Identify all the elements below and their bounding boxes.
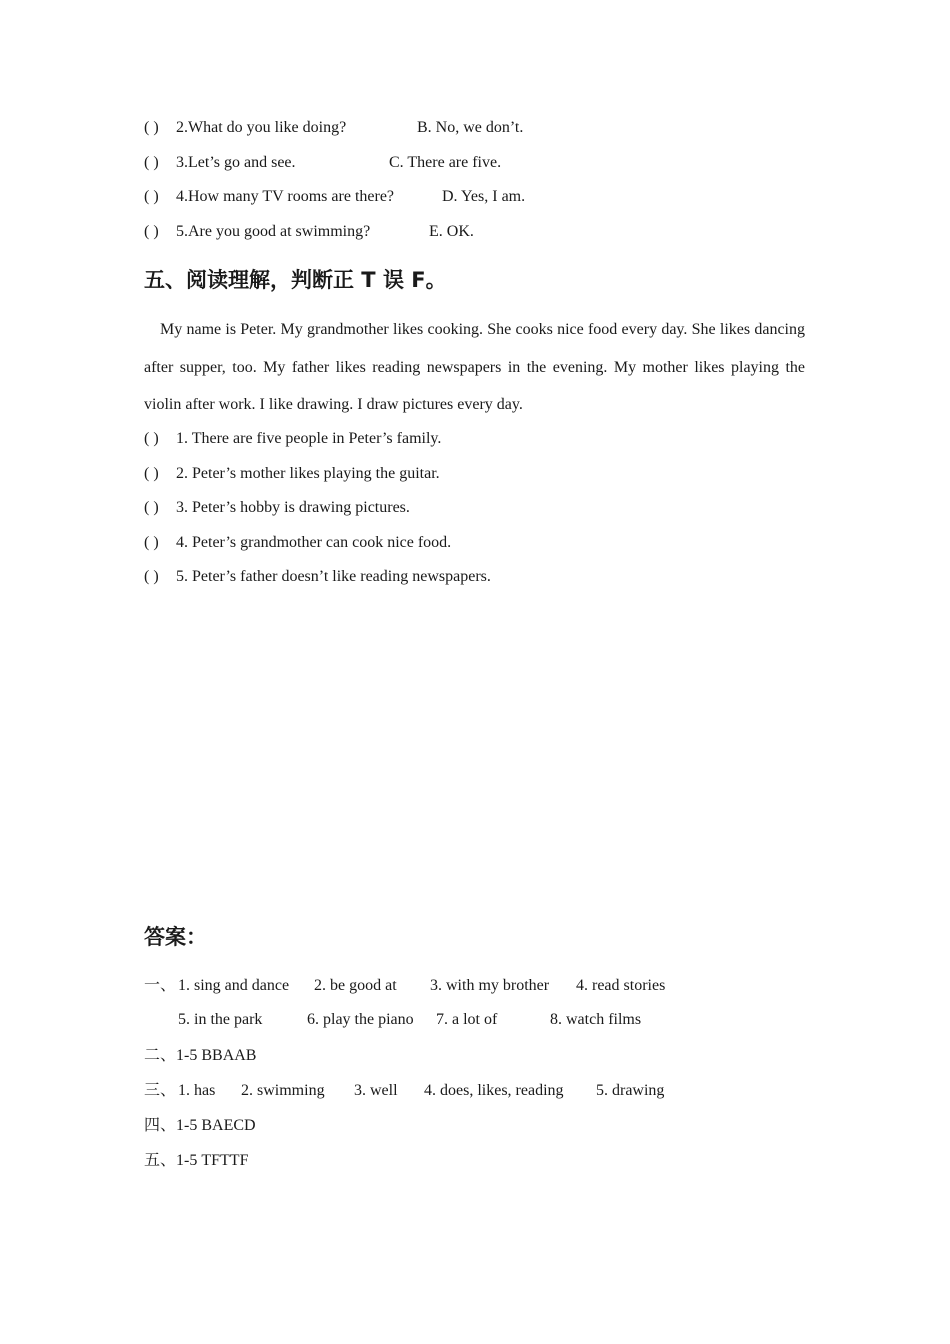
true-false-item [144, 464, 440, 484]
answer-blank[interactable]: ( ) [144, 534, 159, 551]
answer-item: 4. read stories [576, 977, 666, 994]
reading-passage: My name is Peter. My grandmother likes cooking. She cooks nice food every day. She likes dancing after supper, too. My father likes reading newspapers in the evening. My mother likes playing the violin after work. I like drawing. I draw pictures every day. [144, 321, 805, 413]
answer-prefix: 三、 [144, 1082, 177, 1099]
statement-text: 5. Peter’s father doesn’t like reading newspapers. [176, 568, 491, 585]
answer-item: 1. has [178, 1082, 216, 1099]
answer-line [144, 1046, 256, 1066]
question-text: 2.What do you like doing? [176, 119, 347, 136]
answer-blank[interactable]: ( ) [144, 465, 159, 482]
statement-text: 1. There are five people in Peter’s family. [176, 430, 442, 447]
answer-prefix: 五、 [144, 1152, 177, 1169]
answer-line [144, 1151, 248, 1171]
matching-row [144, 222, 370, 242]
answer-item: 6. play the piano [307, 1011, 414, 1028]
question-text: 3.Let’s go and see. [176, 154, 296, 171]
answer-item: 2. swimming [241, 1082, 325, 1099]
statement-text: 2. Peter’s mother likes playing the guitar. [176, 465, 440, 482]
answer-item: 5. drawing [596, 1082, 665, 1099]
answer-prefix: 二、 [144, 1047, 177, 1064]
answer-line [144, 1116, 256, 1136]
answer-prefix: 一、 [144, 977, 177, 994]
answer-text: 1-5 BBAAB [176, 1047, 257, 1064]
answer-blank[interactable]: ( ) [144, 188, 159, 205]
true-false-item [144, 429, 441, 449]
matching-row [144, 187, 394, 207]
answer-blank[interactable]: ( ) [144, 223, 159, 240]
answer-option: C. There are five. [389, 154, 502, 171]
answer-option: B. No, we don’t. [417, 119, 524, 136]
matching-row [144, 153, 296, 173]
answer-option: D. Yes, I am. [442, 188, 526, 205]
answer-item: 5. in the park [178, 1011, 263, 1028]
answers-heading: 答案： [144, 925, 207, 949]
statement-text: 4. Peter’s grandmother can cook nice food. [176, 534, 452, 551]
answer-blank[interactable]: ( ) [144, 154, 159, 171]
true-false-item [144, 567, 491, 587]
answer-option: E. OK. [429, 223, 474, 240]
matching-row [144, 118, 346, 138]
answer-text: 1-5 BAECD [176, 1117, 256, 1134]
answer-item: 3. well [354, 1082, 398, 1099]
answer-item: 2. be good at [314, 977, 397, 994]
answer-blank[interactable]: ( ) [144, 119, 159, 136]
answer-blank[interactable]: ( ) [144, 568, 159, 585]
answer-prefix: 四、 [144, 1117, 177, 1134]
answer-item: 8. watch films [550, 1011, 642, 1028]
answer-item: 4. does, likes, reading [424, 1082, 564, 1099]
true-false-item [144, 498, 410, 518]
section-heading: 五、阅读理解，判断正 T 误 F。 [144, 268, 447, 292]
question-text: 4.How many TV rooms are there? [176, 188, 395, 205]
answer-item: 7. a lot of [436, 1011, 498, 1028]
answer-item: 3. with my brother [430, 977, 550, 994]
true-false-item [144, 533, 451, 553]
question-text: 5.Are you good at swimming? [176, 223, 371, 240]
answer-text: 1-5 TFTTF [176, 1152, 249, 1169]
answer-blank[interactable]: ( ) [144, 430, 159, 447]
answer-blank[interactable]: ( ) [144, 499, 159, 516]
statement-text: 3. Peter’s hobby is drawing pictures. [176, 499, 410, 516]
answer-item: 1. sing and dance [178, 977, 290, 994]
